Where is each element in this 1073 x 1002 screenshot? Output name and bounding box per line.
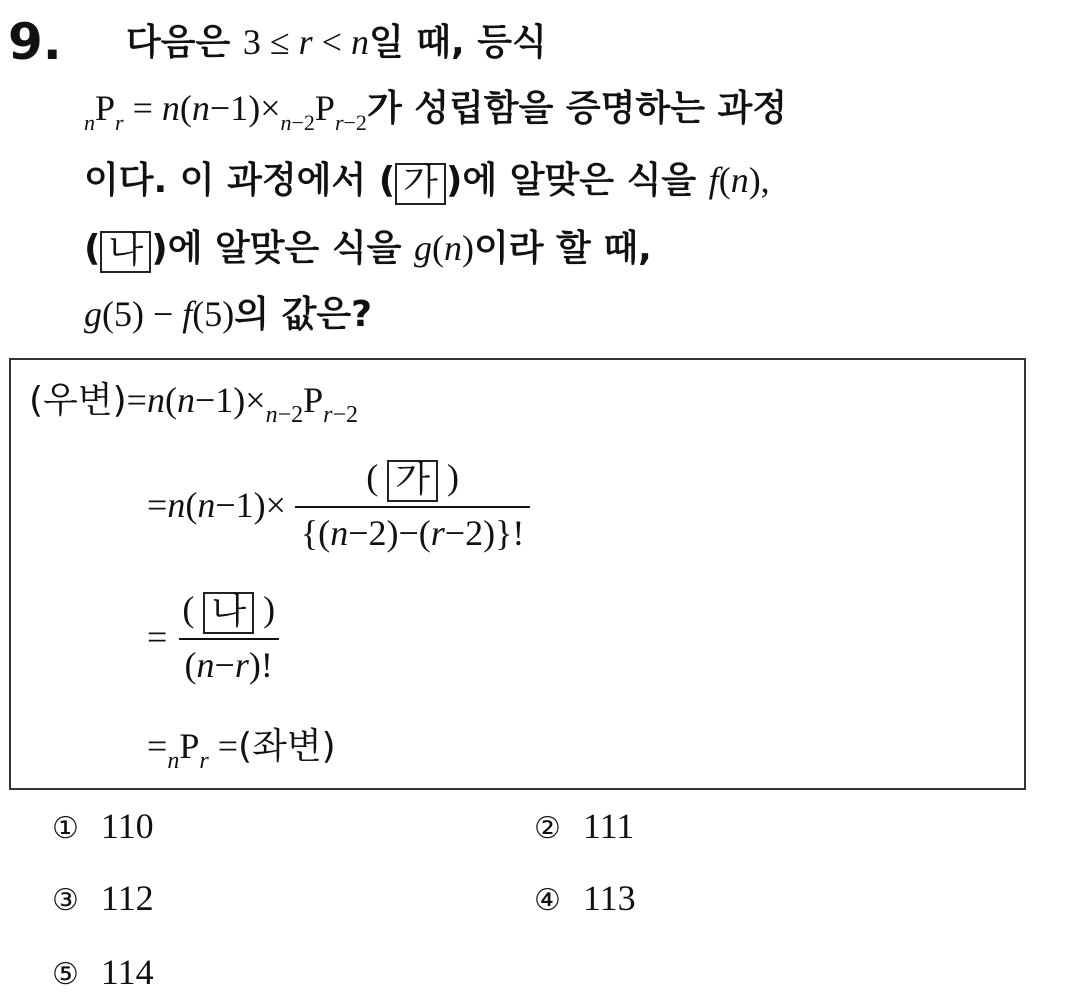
question-text: 이다. 이 과정에서 ( [84,160,396,201]
choice-marker: ⑤ [52,957,79,992]
math-function: f [708,160,719,200]
math-expression: ( [184,644,197,685]
answer-choice-2[interactable] [534,804,634,851]
blank-label-ga: 가 [387,460,438,502]
math-expression: {( [300,512,331,553]
math-subscript: n [265,402,278,428]
choice-marker: ④ [534,883,561,918]
math-operator: = [208,726,238,766]
question-text: )에 알맞은 식을 [151,228,414,269]
fraction [176,588,281,686]
math-variable: n [167,484,186,525]
choice-marker: ② [534,811,561,846]
math-paren: ( [718,160,731,200]
question-number: 9. [8,13,62,71]
math-variable: r [298,22,313,62]
math-variable: n [197,484,216,525]
math-function: g [413,228,432,268]
question-text: 의 값은? [234,294,373,335]
choice-value: 111 [582,806,635,846]
fraction-denominator [179,638,279,686]
proof-box [9,358,1026,790]
question-text: 다음은 [126,22,243,63]
math-subscript: −2 [277,402,304,428]
math-variable: n [330,512,349,553]
math-variable: n [191,88,210,128]
answer-choice-3[interactable] [52,876,154,923]
fraction-numerator [360,456,465,506]
fraction [295,456,530,554]
math-subscript: r [115,110,124,135]
choice-value: 113 [582,878,636,918]
math-subscript: r [334,110,344,135]
proof-row-2 [147,456,530,554]
question-line-4 [84,226,652,273]
question-text: ( [84,228,101,269]
math-operator: = [147,616,168,657]
math-symbol: P [179,726,200,766]
blank-label-ga: 가 [395,163,446,205]
answer-choice-4[interactable] [534,876,636,923]
question-text: 이라 할 때, [473,228,652,269]
math-paren: ( [366,457,379,497]
math-paren: ) [263,589,276,629]
math-expression: −2)−( [348,512,431,553]
fraction-denominator [295,506,530,554]
fraction-numerator [176,588,281,638]
math-subscript: r [199,748,209,774]
math-variable: r [430,512,445,553]
math-operator: < [312,22,351,62]
proof-text: (우변) [29,380,127,421]
question-text: 가 성립함을 증명하는 과정 [366,88,788,129]
math-subscript: n [167,748,180,774]
question-line-5 [84,292,372,337]
math-operator: = [123,88,162,128]
math-expression: −1)× [215,484,286,525]
math-expression: −1)× [194,380,266,420]
math-subscript: −2 [343,110,367,135]
math-expression: −1)× [209,88,281,128]
math-paren: ( [179,88,192,128]
math-subscript: −2 [291,110,315,135]
question-text: )에 알맞은 식을 [445,160,709,201]
math-expression: 3 ≤ [242,22,299,62]
choice-value: 110 [100,806,154,846]
math-variable: n [176,380,195,420]
math-subscript: r [323,402,333,428]
choice-value: 114 [100,952,154,992]
math-expression: −2)}! [444,512,525,553]
math-paren: ), [748,160,770,200]
answer-choice-1[interactable] [52,804,154,851]
math-variable: n [350,22,369,62]
math-expression: (5) [192,294,235,334]
math-function: g [84,294,102,334]
blank-label-na: 나 [100,231,151,273]
math-operator: − [214,644,235,685]
choice-value: 112 [100,878,154,918]
math-paren: ( [185,484,198,525]
math-paren: ( [182,589,195,629]
question-text: 일 때, 등식 [368,22,547,63]
proof-row-4 [147,724,336,783]
math-symbol: P [314,88,335,128]
choice-marker: ③ [52,883,79,918]
answer-choice-5[interactable] [52,950,154,997]
math-variable: n [161,88,180,128]
math-expression: )! [248,644,273,685]
math-subscript: n [84,110,95,135]
question-line-1 [126,20,547,65]
math-operator: = [126,380,147,420]
math-symbol: P [303,380,324,420]
math-variable: n [146,380,165,420]
math-function: f [182,294,193,334]
proof-row-1 [29,378,358,437]
math-expression: (5) − [102,294,183,334]
math-variable: n [443,228,462,268]
question-line-3 [84,158,770,205]
math-operator: = [147,726,168,766]
math-paren: ) [461,228,474,268]
blank-label-na: 나 [203,592,254,634]
math-paren: ( [431,228,444,268]
math-subscript: −2 [332,402,359,428]
math-subscript: n [280,110,292,135]
proof-text: (좌변) [238,726,336,767]
math-variable: n [730,160,749,200]
math-variable: n [196,644,215,685]
math-operator: = [147,484,168,525]
math-paren: ) [447,457,460,497]
proof-row-3 [147,588,281,686]
math-symbol: P [95,88,116,128]
question-line-2 [84,86,787,145]
choice-marker: ① [52,811,79,846]
math-paren: ( [164,380,177,420]
math-variable: r [234,644,249,685]
